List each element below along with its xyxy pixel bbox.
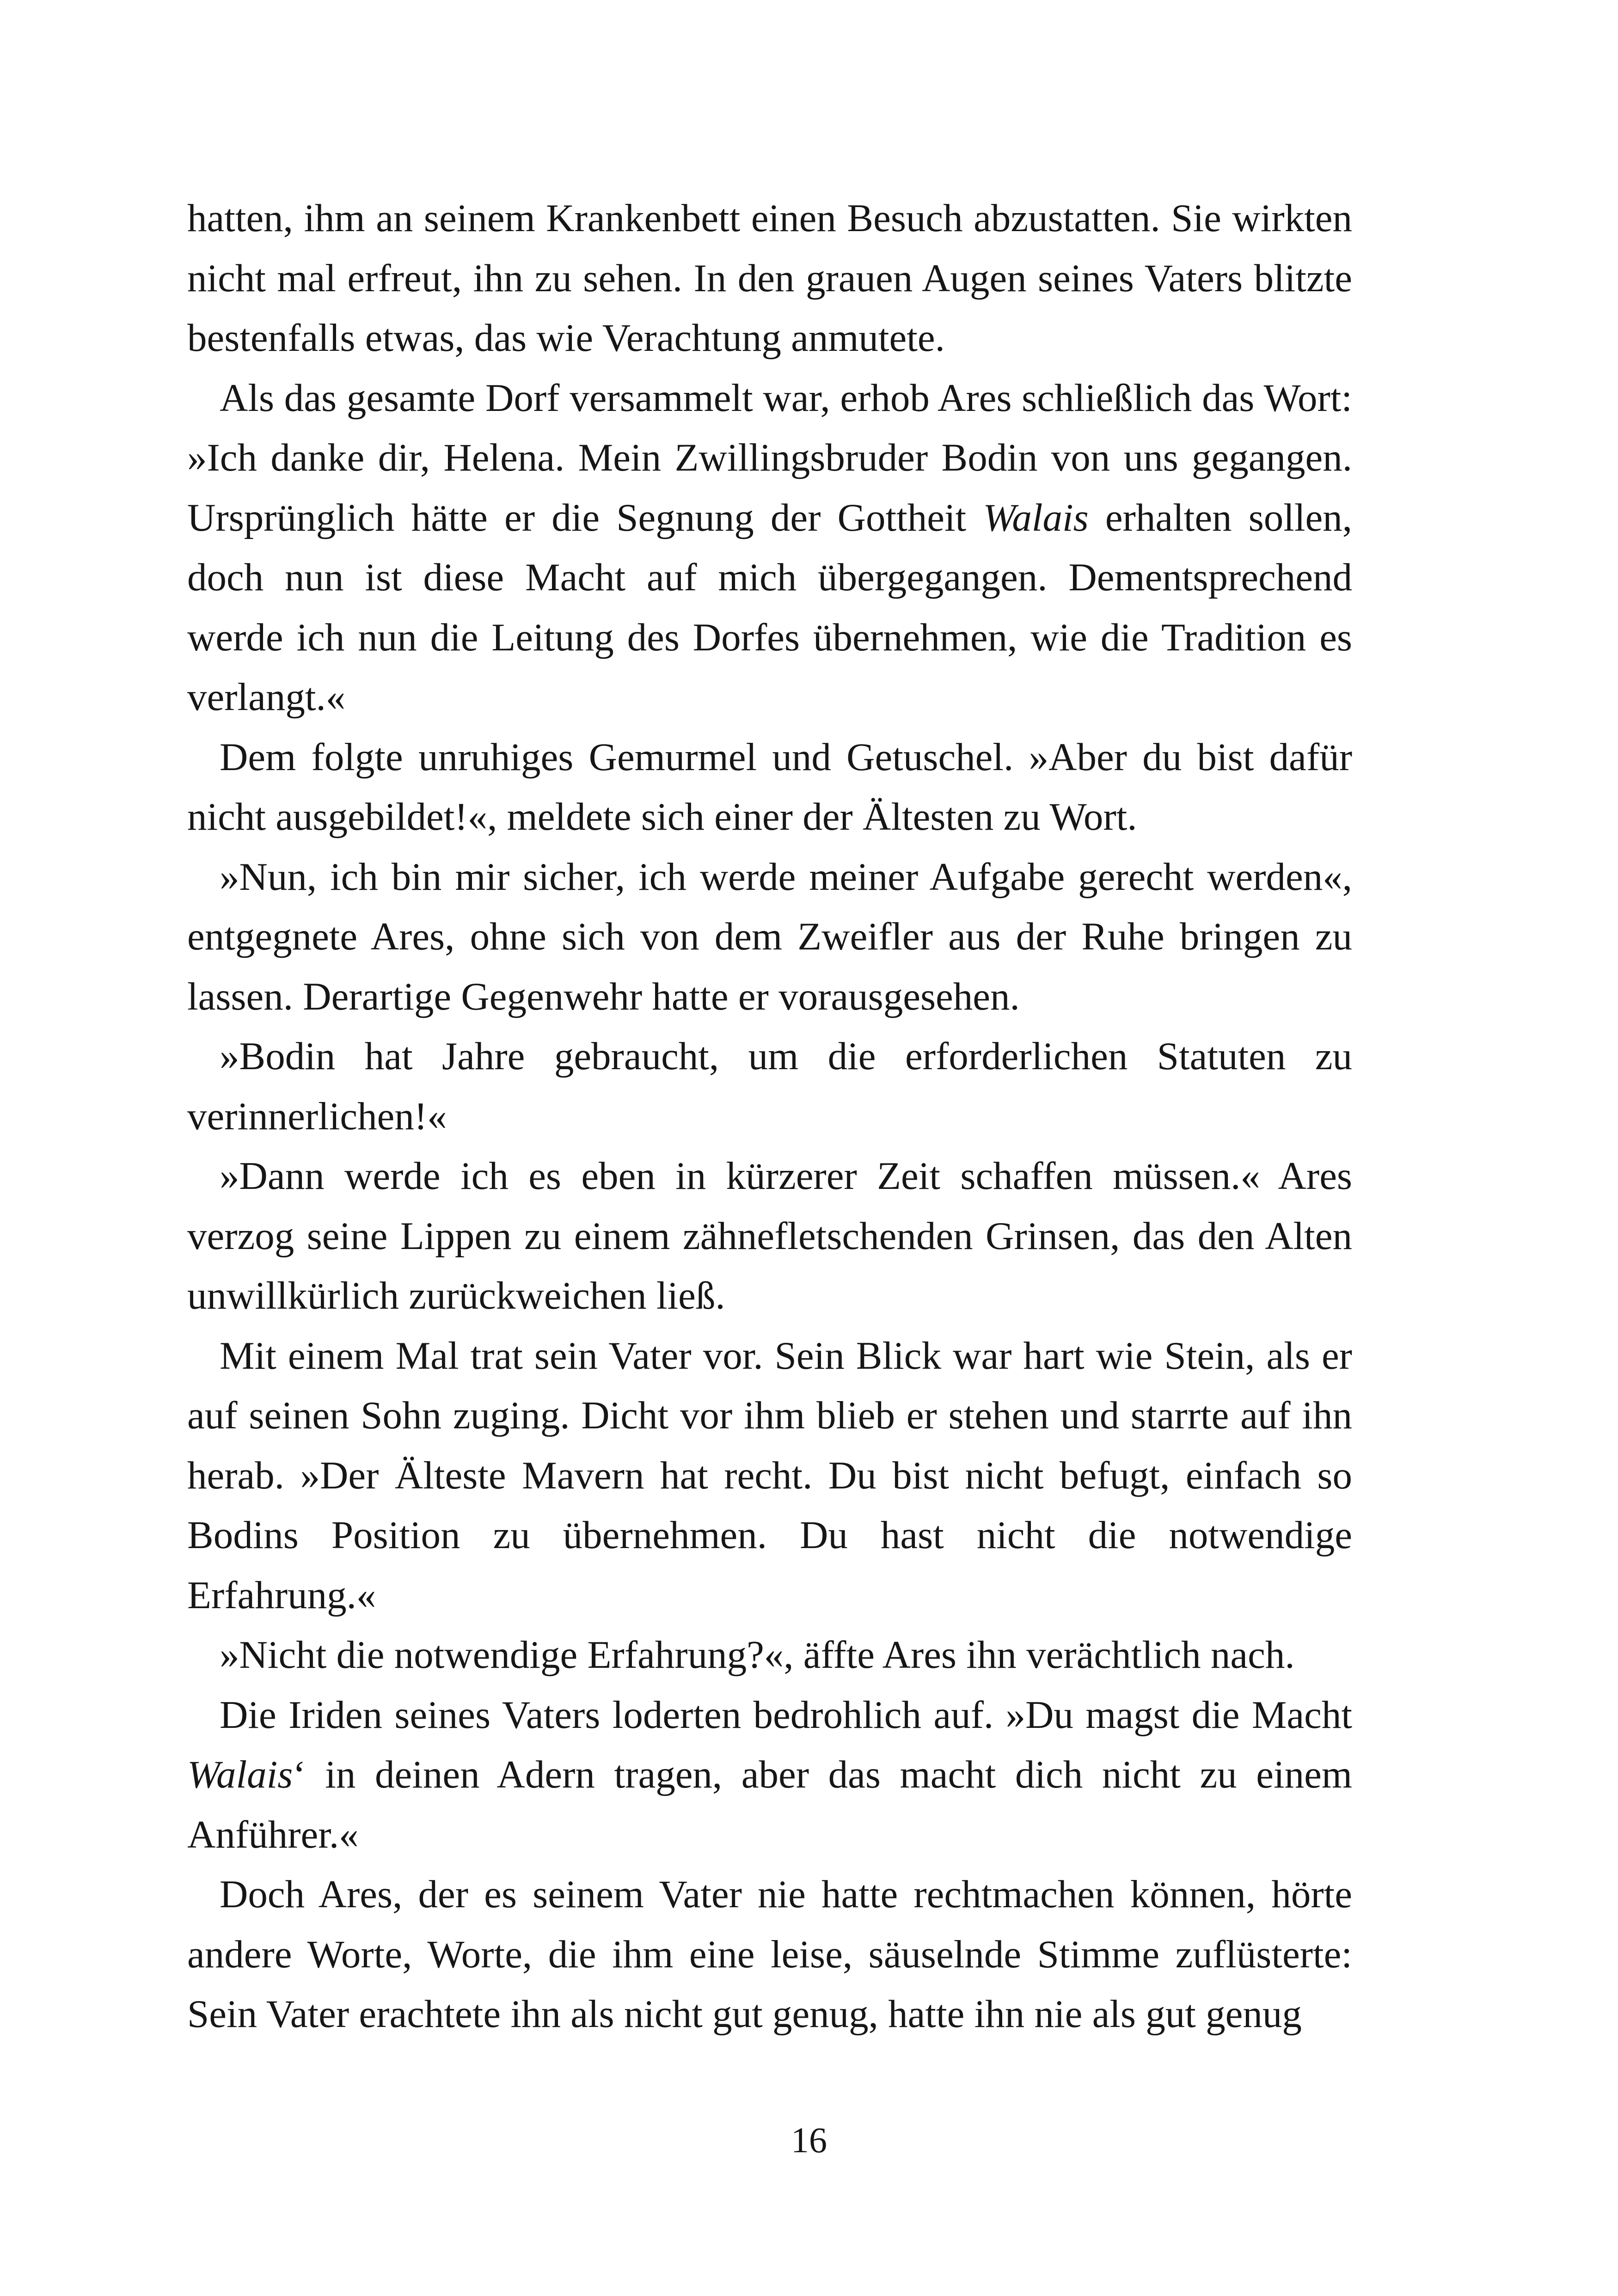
- paragraph: [187, 1326, 1352, 1626]
- paragraph-text: erhalten sollen, doch nun ist diese Macht auf mich übergegangen. Dementsprechend werde ich nun die Leitung des Dorfes übernehmen, wie die Tradition es verlangt.«: [187, 496, 1353, 719]
- paragraph-text: »Nun, ich bin mir sicher, ich werde meiner Aufgabe gerecht werden«, entgegnete Ares, ohne sich von dem Zweifler aus der Ruhe bringen zu lassen. Derartige Gegenwehr hatte er vorausgesehen.: [187, 855, 1352, 1018]
- paragraph-text: Die Iriden seines Vaters loderten bedrohlich auf. »Du magst die Macht: [220, 1693, 1352, 1737]
- paragraph: [187, 1027, 1352, 1146]
- paragraph-text: Dem folgte unruhiges Gemurmel und Getuschel. »Aber du bist dafür nicht ausgebildet!«, meldete sich einer der Ältesten zu Wort.: [187, 735, 1352, 839]
- paragraph-text: »Nicht die notwendige Erfahrung?«, äffte Ares ihn verächtlich nach.: [220, 1633, 1295, 1677]
- paragraph-text: Mit einem Mal trat sein Vater vor. Sein Blick war hart wie Stein, als er auf seinen Sohn zuging. Dicht vor ihm blieb er stehen und starrte auf ihn herab. »Der Älteste Mavern hat recht. Du bist nicht befugt, einfach so Bodins Position zu übernehmen. Du hast nicht die notwendige Erfahrung.«: [187, 1334, 1352, 1617]
- paragraph: [187, 368, 1352, 728]
- paragraph: [187, 1685, 1352, 1865]
- page-number: 16: [791, 2120, 827, 2160]
- paragraph: [187, 1625, 1352, 1685]
- paragraph-text: Als das gesamte Dorf versammelt war, erhob Ares schließlich das Wort: »Ich danke dir, Helena. Mein Zwillingsbruder Bodin von uns gegangen. Ursprünglich hätte er die Segnung der Gottheit: [187, 376, 1352, 539]
- italic-deity-name: Walais: [187, 1753, 293, 1796]
- paragraph: [187, 1865, 1352, 2045]
- paragraph: [187, 1146, 1352, 1326]
- paragraph-text: hatten, ihm an seinem Krankenbett einen Besuch abzustatten. Sie wirkten nicht mal erfreut, ihn zu sehen. In den grauen Augen seines Vaters blitzte bestenfalls etwas, das wie Verachtung anmutete.: [187, 196, 1352, 360]
- paragraph: [187, 728, 1352, 847]
- body-text: [187, 189, 1352, 2045]
- paragraph: [187, 847, 1352, 1027]
- paragraph: [187, 189, 1352, 368]
- italic-deity-name: Walais: [983, 496, 1089, 539]
- paragraph-text: »Bodin hat Jahre gebraucht, um die erforderlichen Statuten zu verinnerlichen!«: [187, 1035, 1352, 1138]
- paragraph-text: ‘ in deinen Adern tragen, aber das macht dich nicht zu einem Anführer.«: [187, 1753, 1352, 1856]
- paragraph-text: »Dann werde ich es eben in kürzerer Zeit schaffen müssen.« Ares verzog seine Lippen zu einem zähnefletschenden Grinsen, das den Alten unwillkürlich zurückweichen ließ.: [187, 1154, 1352, 1317]
- paragraph-text: Doch Ares, der es seinem Vater nie hatte rechtmachen können, hörte andere Worte, Worte, die ihm eine leise, säuselnde Stimme zuflüsterte: Sein Vater erachtete ihn als nicht gut genug, hatte ihn nie als gut genug: [187, 1873, 1352, 2036]
